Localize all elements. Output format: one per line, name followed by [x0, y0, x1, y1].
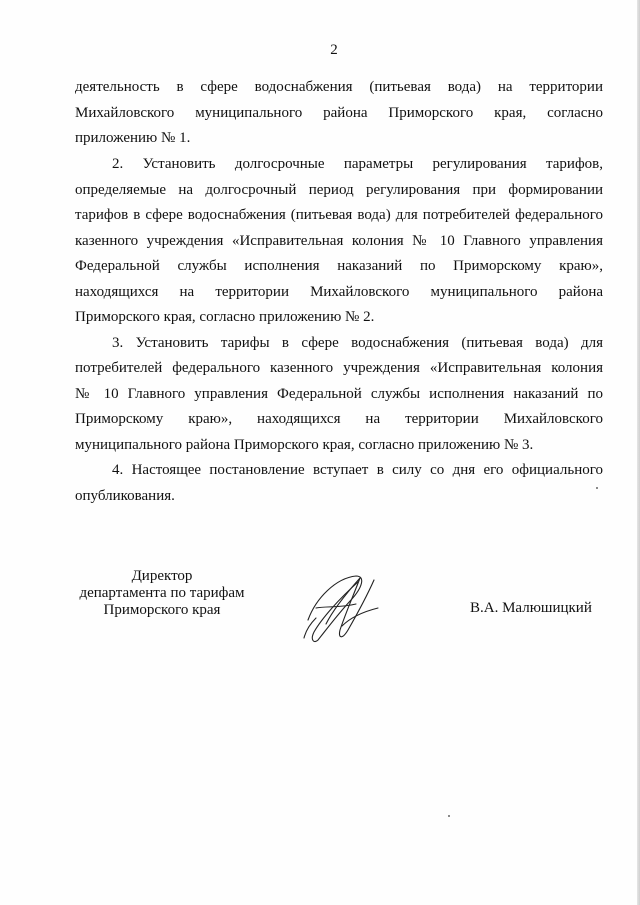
body-line: Приморскому краю», находящихся на территории Михайловского: [75, 411, 603, 427]
signatory-name: В.А. Малюшицкий: [470, 600, 592, 616]
body-line: 2. Установить долгосрочные параметры регулирования тарифов,: [112, 156, 603, 172]
scan-speck: [596, 487, 598, 489]
scan-speck: [448, 815, 450, 817]
signatory-title-line: Директор: [131, 568, 193, 584]
signatory-title-line: Приморского края: [103, 602, 221, 618]
body-line: казенного учреждения «Исправительная колония № 10 Главного управления: [75, 233, 603, 249]
body-line: приложению № 1.: [75, 130, 191, 146]
body-line: деятельность в сфере водоснабжения (питьевая вода) на территории: [75, 79, 603, 95]
body-line: 3. Установить тарифы в сфере водоснабжения (питьевая вода) для: [112, 335, 603, 351]
body-line: 4. Настоящее постановление вступает в силу со дня его официального: [112, 462, 603, 478]
body-line: Федеральной службы исполнения наказаний по Приморскому краю»,: [75, 258, 603, 274]
body-line: муниципального района Приморского края, согласно приложению № 3.: [75, 437, 534, 453]
body-line: потребителей федерального казенного учреждения «Исправительная колония: [75, 360, 603, 376]
signatory-title-line: департамента по тарифам: [79, 585, 245, 601]
page-number: 2: [330, 42, 338, 58]
body-line: Приморского края, согласно приложению № 2.: [75, 309, 375, 325]
body-line: определяемые на долгосрочный период регулирования при формировании: [75, 182, 603, 198]
handwritten-signature: [296, 568, 386, 648]
body-line: № 10 Главного управления Федеральной службы исполнения наказаний по: [75, 386, 603, 402]
body-line: тарифов в сфере водоснабжения (питьевая вода) для потребителей федерального: [75, 207, 603, 223]
body-line: находящихся на территории Михайловского муниципального района: [75, 284, 603, 300]
body-line: опубликования.: [75, 488, 175, 504]
body-line: Михайловского муниципального района Приморского края, согласно: [75, 105, 603, 121]
